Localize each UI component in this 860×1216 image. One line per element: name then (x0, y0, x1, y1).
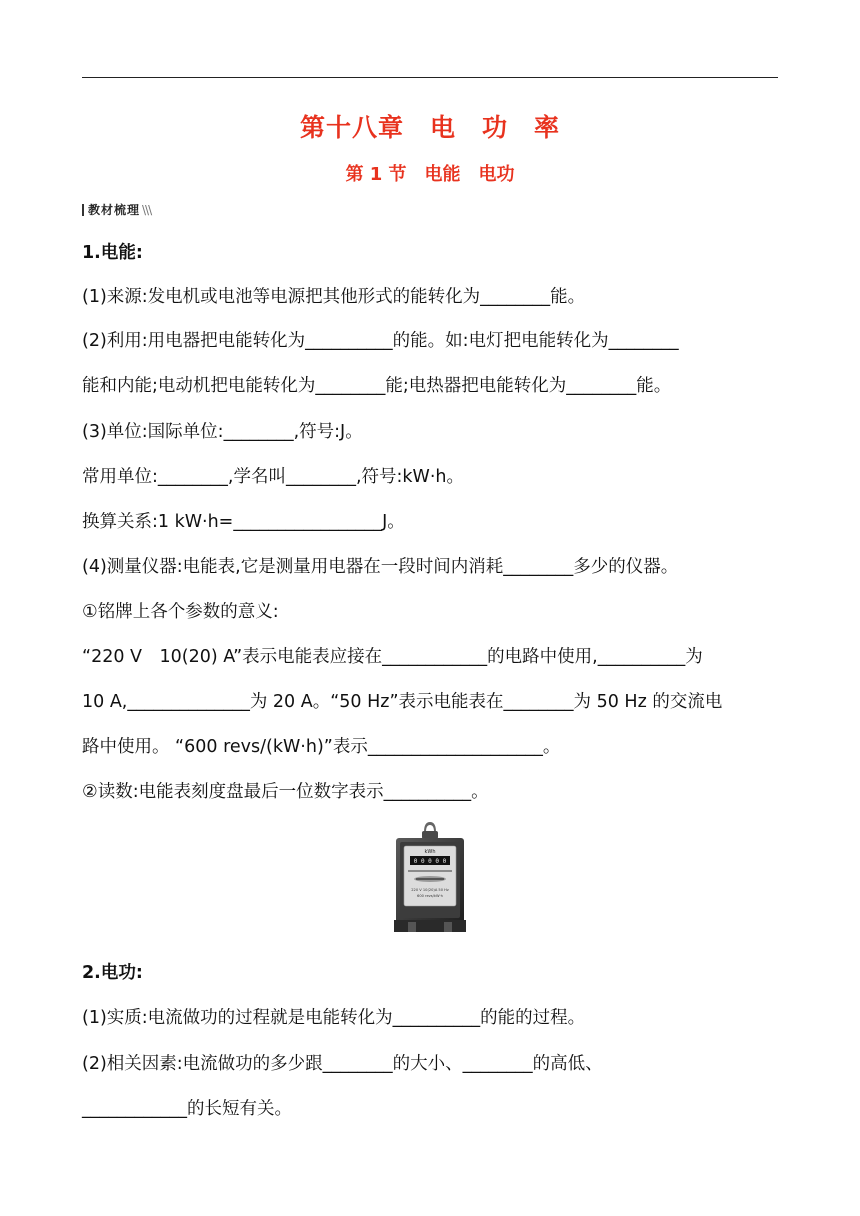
text-line: 换算关系:1 kW·h=_________________J。 (82, 512, 405, 532)
text-line: (3)单位:国际单位:________,符号:J。 (82, 422, 363, 442)
text-line: (2)相关因素:电流做功的多少跟________的大小、________的高低、 (82, 1054, 603, 1074)
chapter-title: 第十八章 电 功 率 (299, 113, 560, 142)
svg-text:220 V 10(20)A 50 Hz: 220 V 10(20)A 50 Hz (411, 888, 449, 892)
text-line: (1)实质:电流做功的过程就是电能转化为__________的能的过程。 (82, 1008, 586, 1028)
text-line: ①铭牌上各个参数的意义: (82, 602, 279, 622)
heading-electric-work: 2.电功: (82, 963, 143, 983)
text-line: 路中使用。 “600 revs/(kW·h)”表示____________________。 (82, 737, 561, 757)
text-line: (2)利用:用电器把电能转化为__________的能。如:电灯把电能转化为________ (82, 331, 679, 351)
svg-text:0 0 0 0 0: 0 0 0 0 0 (413, 858, 447, 865)
electric-meter-image (394, 822, 466, 932)
top-rule (82, 77, 778, 78)
text-line: “220 V 10(20) A”表示电能表应接在____________的电路中使用,__________为 (82, 647, 703, 667)
text-line: ②读数:电能表刻度盘最后一位数字表示__________。 (82, 782, 489, 802)
heading-electric-energy: 1.电能: (82, 243, 143, 263)
tag-bar-icon (82, 204, 84, 216)
text-line: 常用单位:________,学名叫________,符号:kW·h。 (82, 467, 465, 487)
svg-text:kWh: kWh (424, 849, 436, 855)
svg-text:600 revs/kW·h: 600 revs/kW·h (417, 894, 443, 898)
text-line: (1)来源:发电机或电池等电源把其他形式的能转化为________能。 (82, 287, 586, 307)
tag-label: 教材梳理 (88, 203, 141, 217)
text-line: ____________的长短有关。 (82, 1099, 292, 1119)
section-tag (82, 201, 151, 218)
section-title: 第 1 节 电能 电功 (345, 164, 515, 185)
text-line: (4)测量仪器:电能表,它是测量用电器在一段时间内消耗________多少的仪器。 (82, 557, 679, 577)
text-line: 能和内能;电动机把电能转化为________能;电热器把电能转化为________能。 (82, 376, 672, 396)
tag-slashes: \\\ (142, 202, 152, 217)
text-line: 10 A,______________为 20 A。“50 Hz”表示电能表在________为 50 Hz 的交流电 (82, 692, 723, 712)
